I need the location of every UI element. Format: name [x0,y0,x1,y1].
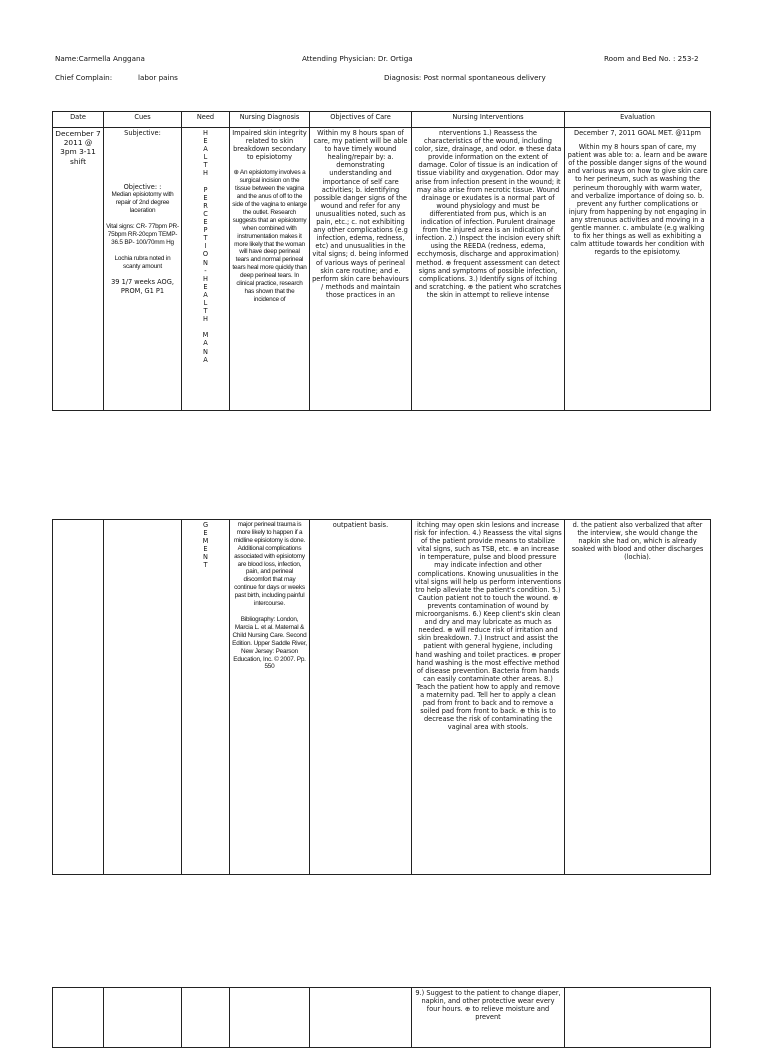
objectives-cell [310,988,412,1048]
col-date: Date [53,112,104,128]
attending-physician: Attending Physician: Dr. Ortiga [302,54,413,63]
patient-name: Name:Carmella Anggana [55,54,145,63]
need-letters: H E A L T H P E R C E P T I O N - H E A L T H M A N A [202,129,209,364]
cues-lochia: Lochia rubra noted in scanty amount [114,254,171,270]
interventions-cell: 9.) Suggest to the patient to change diaper, napkin, and other protective wear every four hours. ⊕ to relieve moisture and prevent [412,988,565,1048]
diagnosis-header: Diagnosis: Post normal spontaneous delivery [384,73,546,82]
bibliography: Bibliography: London, Marcia L. et al. Maternal & Child Nursing Care. Second Edition. Upper Saddle River, New Jersey: Pearson Education, Inc. © 2007. Pp. 550 [232,615,307,671]
chief-complaint-value: labor pains [138,73,178,82]
chief-complaint-label: Chief Complain: [55,73,113,82]
diagnosis-cell [230,128,310,411]
date-cell [53,520,104,875]
diagnosis-rationale: ⊕ An episiotomy involves a surgical incision on the tissue between the vagina and the anus of off to the side of the vagina to enlarge the outlet. Research suggests that an episiotomy when combined with instrumentation makes it more likely that the woman will have deep perineal tears and normal perineal tears heal more quickly than deep perineal tears. In clinical practice, research has shown that the incidence of [232,169,307,303]
col-nursing-diagnosis: Nursing Diagnosis [230,112,310,128]
evaluation-cell [565,128,711,411]
evaluation-head: December 7, 2011 GOAL MET. @11pm [574,129,701,137]
cues-median: Median episiotomy with repair of 2nd degree laceration [111,191,174,214]
date-cell [53,988,104,1048]
need-cell [182,128,230,411]
cues-vitals: Vital signs: CR- 77bpm PR-75bpm RR-20cpm TEMP-36.5 BP- 100/70mm Hg [106,222,179,246]
cues-cell [104,128,182,411]
cues-cell [104,520,182,875]
interventions-cell: nterventions 1.) Reassess the characteristics of the wound, including color, size, drainage, and odor. ⊕ these data provide information on the extent of damage. Color of tissue is an indication of tissue viability and oxygenation. Odor may arise from infection present in the wound; it may also arise from necrotic tissue. Wound drainage or exudates is a normal part of wound physiology and must be differentiated from pus, which is an indication of infection. Purulent drainage from the injured area is an indication of infection. 2.) Inspect the incision every shift using the REEDA (redness, edema, ecchymosis, discharge and approximation) method. ⊕ frequent assessment can detect signs and symptoms of possible infection, complications. 3.) Identify signs of itching and scratching. ⊕ the patient who scratches the skin in attempt to relieve intense [412,128,565,411]
care-plan-table-page3 [52,987,711,1048]
objectives-cell: Within my 8 hours span of care, my patient will be able to have timely wound healing/repair by: a. demonstrating understanding and importance of self care activities; b. identifying possible danger signs of the wound and refer for any unusualities noted, such as pain, etc.; c. not exhibiting any other complications (e.g infection, edema, redness, etc) and unusualities in the vital signs; d. being informed of various ways of perineal skin care routine; and e. perform skin care behaviours / methods and maintain those practices in an [310,128,412,411]
interventions-cell: itching may open skin lesions and increase risk for infection. 4.) Reassess the vital signs of the patient provide means to stabilize vital signs, such as TSB, etc. ⊕ an increase in temperature, pulse and blood pressure may indicate infection and other complications. Knowing unusualities in the vital signs will help us perform interventions tro help alleviate the patient's condition. 5.) Caution patient not to touch the wound. ⊕ prevents contamination of wound by microorganisms. 6.) Keep client's skin clean and dry and may lubricate as much as needed. ⊕ will reduce risk of irritation and skin breakdown. 7.) Instruct and assist the patient with general hygiene, including hand washing and toilet practices. ⊕ proper hand washing is the most effective method of disease prevention. Bacteria from hands can easily contaminate other areas. 8.) Teach the patient how to apply and remove a maternity pad. Tell her to apply a clean pad from front to back and to remove a soiled pad from front to back. ⊕ this is to decrease the risk of contaminating the vaginal area with stools. [412,520,565,875]
objectives-cell: outpatient basis. [310,520,412,875]
diagnosis-cell [230,520,310,875]
cues-cell [104,988,182,1048]
cues-objective: Objective: : [123,183,162,192]
evaluation-cell: d. the patient also verbalized that after the interview, she would change the napkin she had on, which is already soaked with blood and other discharges (lochia). [565,520,711,875]
diagnosis-main: Impaired skin integrity related to skin breakdown secondary to episiotomy [232,129,307,162]
need-cell [182,988,230,1048]
cues-subjective: Subjective: [124,129,161,137]
date-cell: December 7 2011 @ 3pm 3-11 shift [53,128,104,411]
need-cell: G E M E N T [182,520,230,875]
care-plan-table-page2 [52,519,711,875]
col-need: Need [182,112,230,128]
evaluation-body: Within my 8 hours span of care, my patient was able to: a. learn and be aware of the possible danger signs of the wound and various ways on how to give skin care to her perineum, such as washing the perineum thoroughly with warm water, and verbalize importance of doing so. b. prevent any further complications or injury from happening by not engaging in any strenuous activities and moving in a gentle manner. c. ambulate (e.g walking to fix her things as well as exhibiting a calm attitude towards her condition with regards to the episiotomy. [567,143,708,257]
diagnosis-cont: major perineal trauma is more likely to happen if a midline episiotomy is done. Additional complications associated with episiotomy are blood loss, infection, pain, and perineal discomfort that may continue for days or weeks past birth, including painful intercourse. [233,521,306,608]
col-interventions: Nursing Interventions [412,112,565,128]
evaluation-cell [565,988,711,1048]
care-plan-table-page1 [52,111,711,411]
diagnosis-cell [230,988,310,1048]
cues-aog: 39 1/7 weeks AOG, PROM, G1 P1 [111,278,174,295]
room-bed: Room and Bed No. : 253-2 [604,54,699,63]
col-cues: Cues [104,112,182,128]
col-objectives: Objectives of Care [310,112,412,128]
col-evaluation: Evaluation [565,112,711,128]
